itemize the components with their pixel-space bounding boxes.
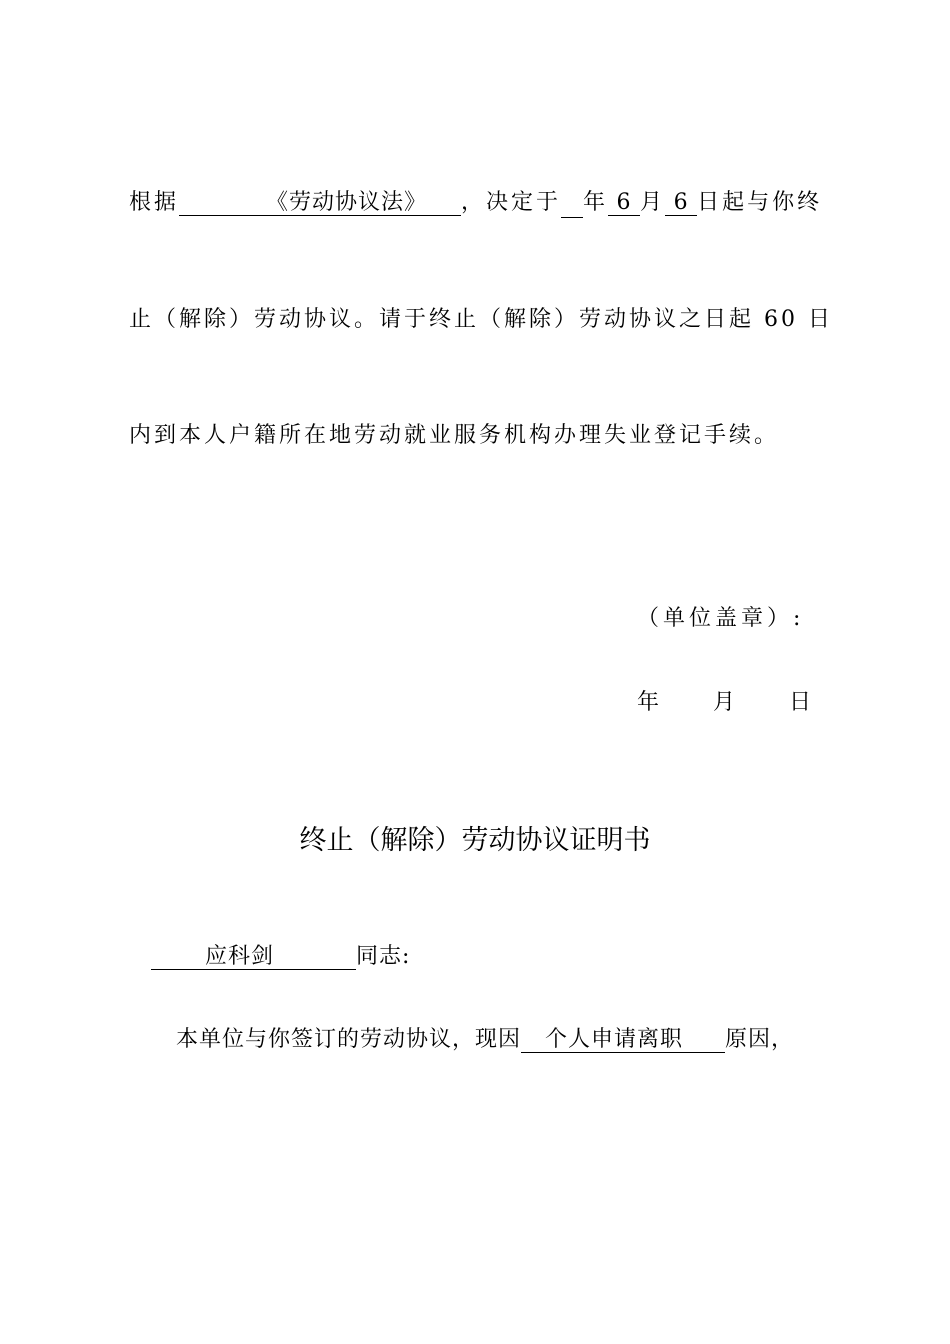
seal-label: （单位盖章）: [637, 606, 805, 631]
notice-line-1 [129, 188, 822, 218]
notice-line-2: 止（解除）劳动协议。请于终止（解除）劳动协议之日起 60 日 [129, 307, 833, 332]
body-suffix: 原因， [725, 1027, 795, 1052]
month-value: 6 [608, 191, 640, 216]
recipient-line [151, 942, 410, 972]
certificate-title: 终止（解除）劳动协议证明书 [299, 825, 651, 856]
notice-prefix: 根据 [129, 190, 180, 215]
date-month-label: 月 [713, 690, 736, 715]
reason-field [521, 1028, 725, 1053]
law-name-field [179, 191, 461, 216]
recipient-name-field [151, 945, 356, 970]
month-label: 月 [640, 190, 666, 215]
body-prefix: 本单位与你签订的劳动协议，现因 [176, 1027, 522, 1052]
date-year-label: 年 [637, 690, 660, 715]
year-label: 年 [583, 190, 609, 215]
signature-date [637, 688, 811, 718]
recipient-suffix: 同志: [356, 944, 411, 969]
notice-line-3: 内到本人户籍所在地劳动就业服务机构办理失业登记手续。 [129, 423, 780, 448]
year-blank [561, 193, 583, 218]
reason-text: 个人申请离职 [545, 1027, 684, 1052]
law-name: 《劳动协议法》 [266, 190, 428, 215]
recipient-name: 应科剑 [205, 944, 275, 969]
date-day-label: 日 [789, 690, 812, 715]
certificate-body-line [176, 1025, 794, 1055]
notice-mid: ，决定于 [461, 190, 562, 215]
day-value: 6 [665, 191, 697, 216]
notice-suffix: 日起与你终 [697, 190, 823, 215]
